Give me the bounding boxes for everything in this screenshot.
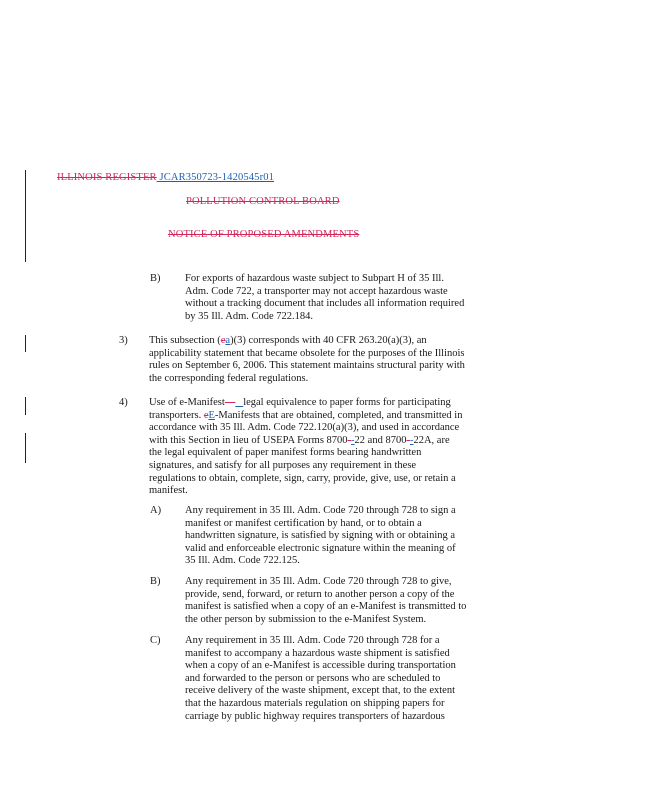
change-bar-item4a: [25, 397, 26, 415]
item-b-paragraph: [185, 273, 465, 323]
change-bar-item4b: [25, 433, 26, 463]
sub-b-text: Any requirement in 35 Ill. Adm. Code 720 through 728 to give, provide, send, forward, or return to another person a copy of the manifest is satisfied when a copy of an e-Manifest is transmitted to the other person by submission to the e-Manifest System.: [185, 576, 467, 625]
change-bar-item3: [25, 335, 26, 352]
item-b-text: For exports of hazardous waste subject to Subpart H of 35 Ill. Adm. Code 722, a transporter may not accept hazardous waste without a tracking document that includes all information required by 35 Ill. Adm. Code 722.184.: [185, 273, 465, 322]
item-3-insertion: a: [225, 335, 231, 346]
item-4-text-c: -Manifests that are obtained, completed, and transmitted in accordance with 35 Ill. Adm. Code 722.120(a)(3), and used in accordance with this Section in lieu of USEPA Forms 8700: [149, 409, 463, 446]
change-bar-header: [25, 170, 26, 262]
notice-title: NOTICE OF PROPOSED AMENDMENTS: [168, 229, 360, 240]
item-b-label: B): [150, 273, 161, 284]
item-4-text-a: Use of e-Manifest: [149, 397, 225, 408]
item-4-ins-d2: -: [409, 434, 414, 446]
item-3-text-b: )(3) corresponds with 40 CFR 263.20(a)(3), an applicability statement that became obsolete for the purposes of the Illinois rules on September 6, 2006. This statement maintains structural parity with the corresponding federal regulations.: [149, 335, 465, 384]
sub-a-label: A): [150, 505, 162, 516]
item-4-ins-dash: [235, 397, 243, 408]
register-header: [57, 172, 274, 184]
item-3-deletion: e: [220, 335, 226, 346]
item-4-del-dash: —: [224, 397, 236, 408]
sub-c-paragraph: [185, 635, 468, 723]
item-4-label: 4): [119, 397, 128, 408]
board-title: POLLUTION CONTROL BOARD: [186, 196, 340, 207]
sub-c-text: Any requirement in 35 Ill. Adm. Code 720 through 728 for a manifest to accompany a hazardous waste shipment is satisfied when a copy of an e-Manifest is accessible during transportation and forwarded to the person or persons who are scheduled to receive delivery of the waste shipment, except that, to the extent that the hazardous materials regulation on shipping papers for carriage by public highway requires transporters of hazardous: [185, 635, 456, 722]
item-3-text-a: This subsection (: [149, 335, 221, 346]
sub-a-text: Any requirement in 35 Ill. Adm. Code 720 through 728 to sign a manifest or manifest certification by hand, or to obtain a handwritten signature, is satisfied by signing with or obtaining a valid and enforceable electronic signature within the meaning of 35 Ill. Adm. Code 722.125.: [185, 505, 456, 567]
item-4-paragraph: [149, 397, 465, 498]
sub-c-label: C): [150, 635, 161, 646]
register-old-text: ILLINOIS REGISTER: [57, 172, 157, 183]
sub-b-paragraph: [185, 576, 468, 626]
item-4-del-e: e: [203, 409, 209, 421]
sub-a-paragraph: [185, 505, 468, 568]
item-3-label: 3): [119, 335, 128, 346]
register-new-text: JCAR350723-1420545r01: [159, 172, 275, 183]
sub-b-label: B): [150, 576, 161, 587]
item-3-paragraph: [149, 335, 465, 385]
item-4-del-d2: -: [406, 434, 410, 446]
item-4-text-e: 22A, are the legal equivalent of paper manifest forms bearing handwritten signatures, and satisfy for all purposes any requirement in these regulations to obtain, complete, sign, carry, provide, give, use, or retain a manifest.: [149, 434, 456, 497]
item-4-text-b: legal equivalence to paper forms for participating transporters.: [149, 397, 451, 421]
item-4-ins-d1: -: [351, 434, 355, 446]
item-4-ins-e: E: [208, 409, 215, 421]
item-4-text-d: 22 and 8700: [354, 434, 407, 446]
item-4-del-d1: -: [347, 434, 352, 446]
